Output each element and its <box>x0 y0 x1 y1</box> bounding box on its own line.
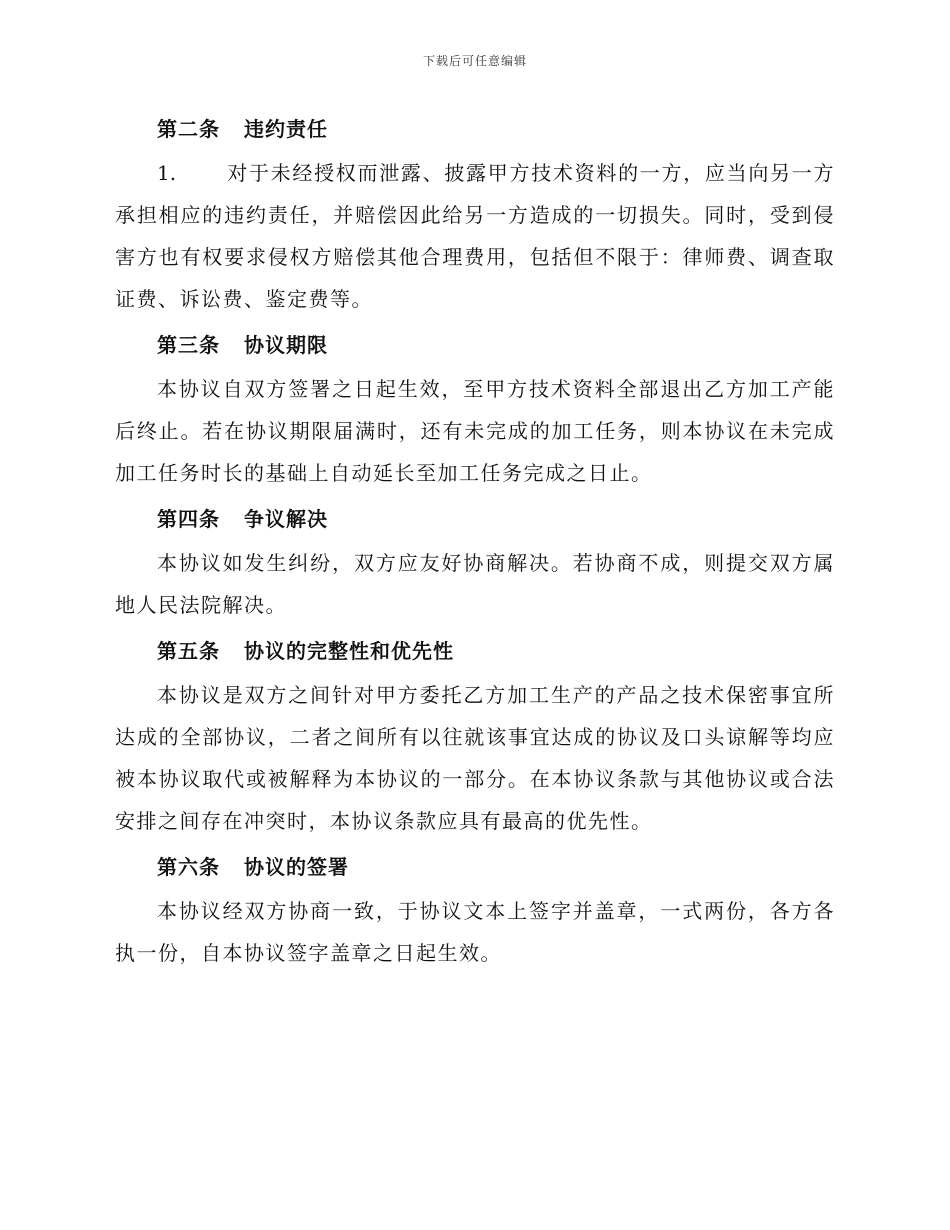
article-title: 协议期限 <box>244 333 328 357</box>
paragraph <box>115 152 835 320</box>
section-heading-integrity-priority <box>115 628 835 674</box>
paragraph: 本协议如发生纠纷，双方应友好协商解决。若协商不成，则提交双方属地人民法院解决。 <box>115 551 835 617</box>
article-number: 第四条 <box>157 507 220 531</box>
article-title: 协议的签署 <box>244 855 349 879</box>
article-number: 第五条 <box>157 639 220 663</box>
section-heading-signing <box>115 844 835 890</box>
section-heading-breach-liability <box>115 106 835 152</box>
section-heading-dispute-resolution <box>115 496 835 542</box>
paragraph: 本协议是双方之间针对甲方委托乙方加工生产的产品之技术保密事宜所达成的全部协议，二者之间所有以往就该事宜达成的协议及口头谅解等均应被本协议取代或被解释为本协议的一部分。在本协议条款与其他协议或合法安排之间存在冲突时，本协议条款应具有最高的优先性。 <box>115 683 835 833</box>
clause-number: 1. <box>157 161 177 185</box>
article-title: 协议的完整性和优先性 <box>244 639 454 663</box>
document-body <box>115 106 835 976</box>
paragraph: 本协议自双方签署之日起生效，至甲方技术资料全部退出乙方加工产能后终止。若在协议期限届满时，还有未完成的加工任务，则本协议在未完成加工任务时长的基础上自动延长至加工任务完成之日止。 <box>115 377 835 485</box>
article-title: 争议解决 <box>244 507 328 531</box>
section-heading-term <box>115 322 835 368</box>
page-header: 下载后可任意编辑 <box>422 54 527 68</box>
article-number: 第六条 <box>157 855 220 879</box>
paragraph-text: 对于未经授权而泄露、披露甲方技术资料的一方，应当向另一方承担相应的违约责任，并赔偿因此给另一方造成的一切损失。同时，受到侵害方也有权要求侵权方赔偿其他合理费用，包括但不限于：律师费、调查取证费、诉讼费、鉴定费等。 <box>115 161 835 311</box>
article-number: 第三条 <box>157 333 220 357</box>
paragraph: 本协议经双方协商一致，于协议文本上签字并盖章，一式两份，各方各执一份，自本协议签字盖章之日起生效。 <box>115 899 835 965</box>
article-title: 违约责任 <box>244 117 328 141</box>
article-number: 第二条 <box>157 117 220 141</box>
